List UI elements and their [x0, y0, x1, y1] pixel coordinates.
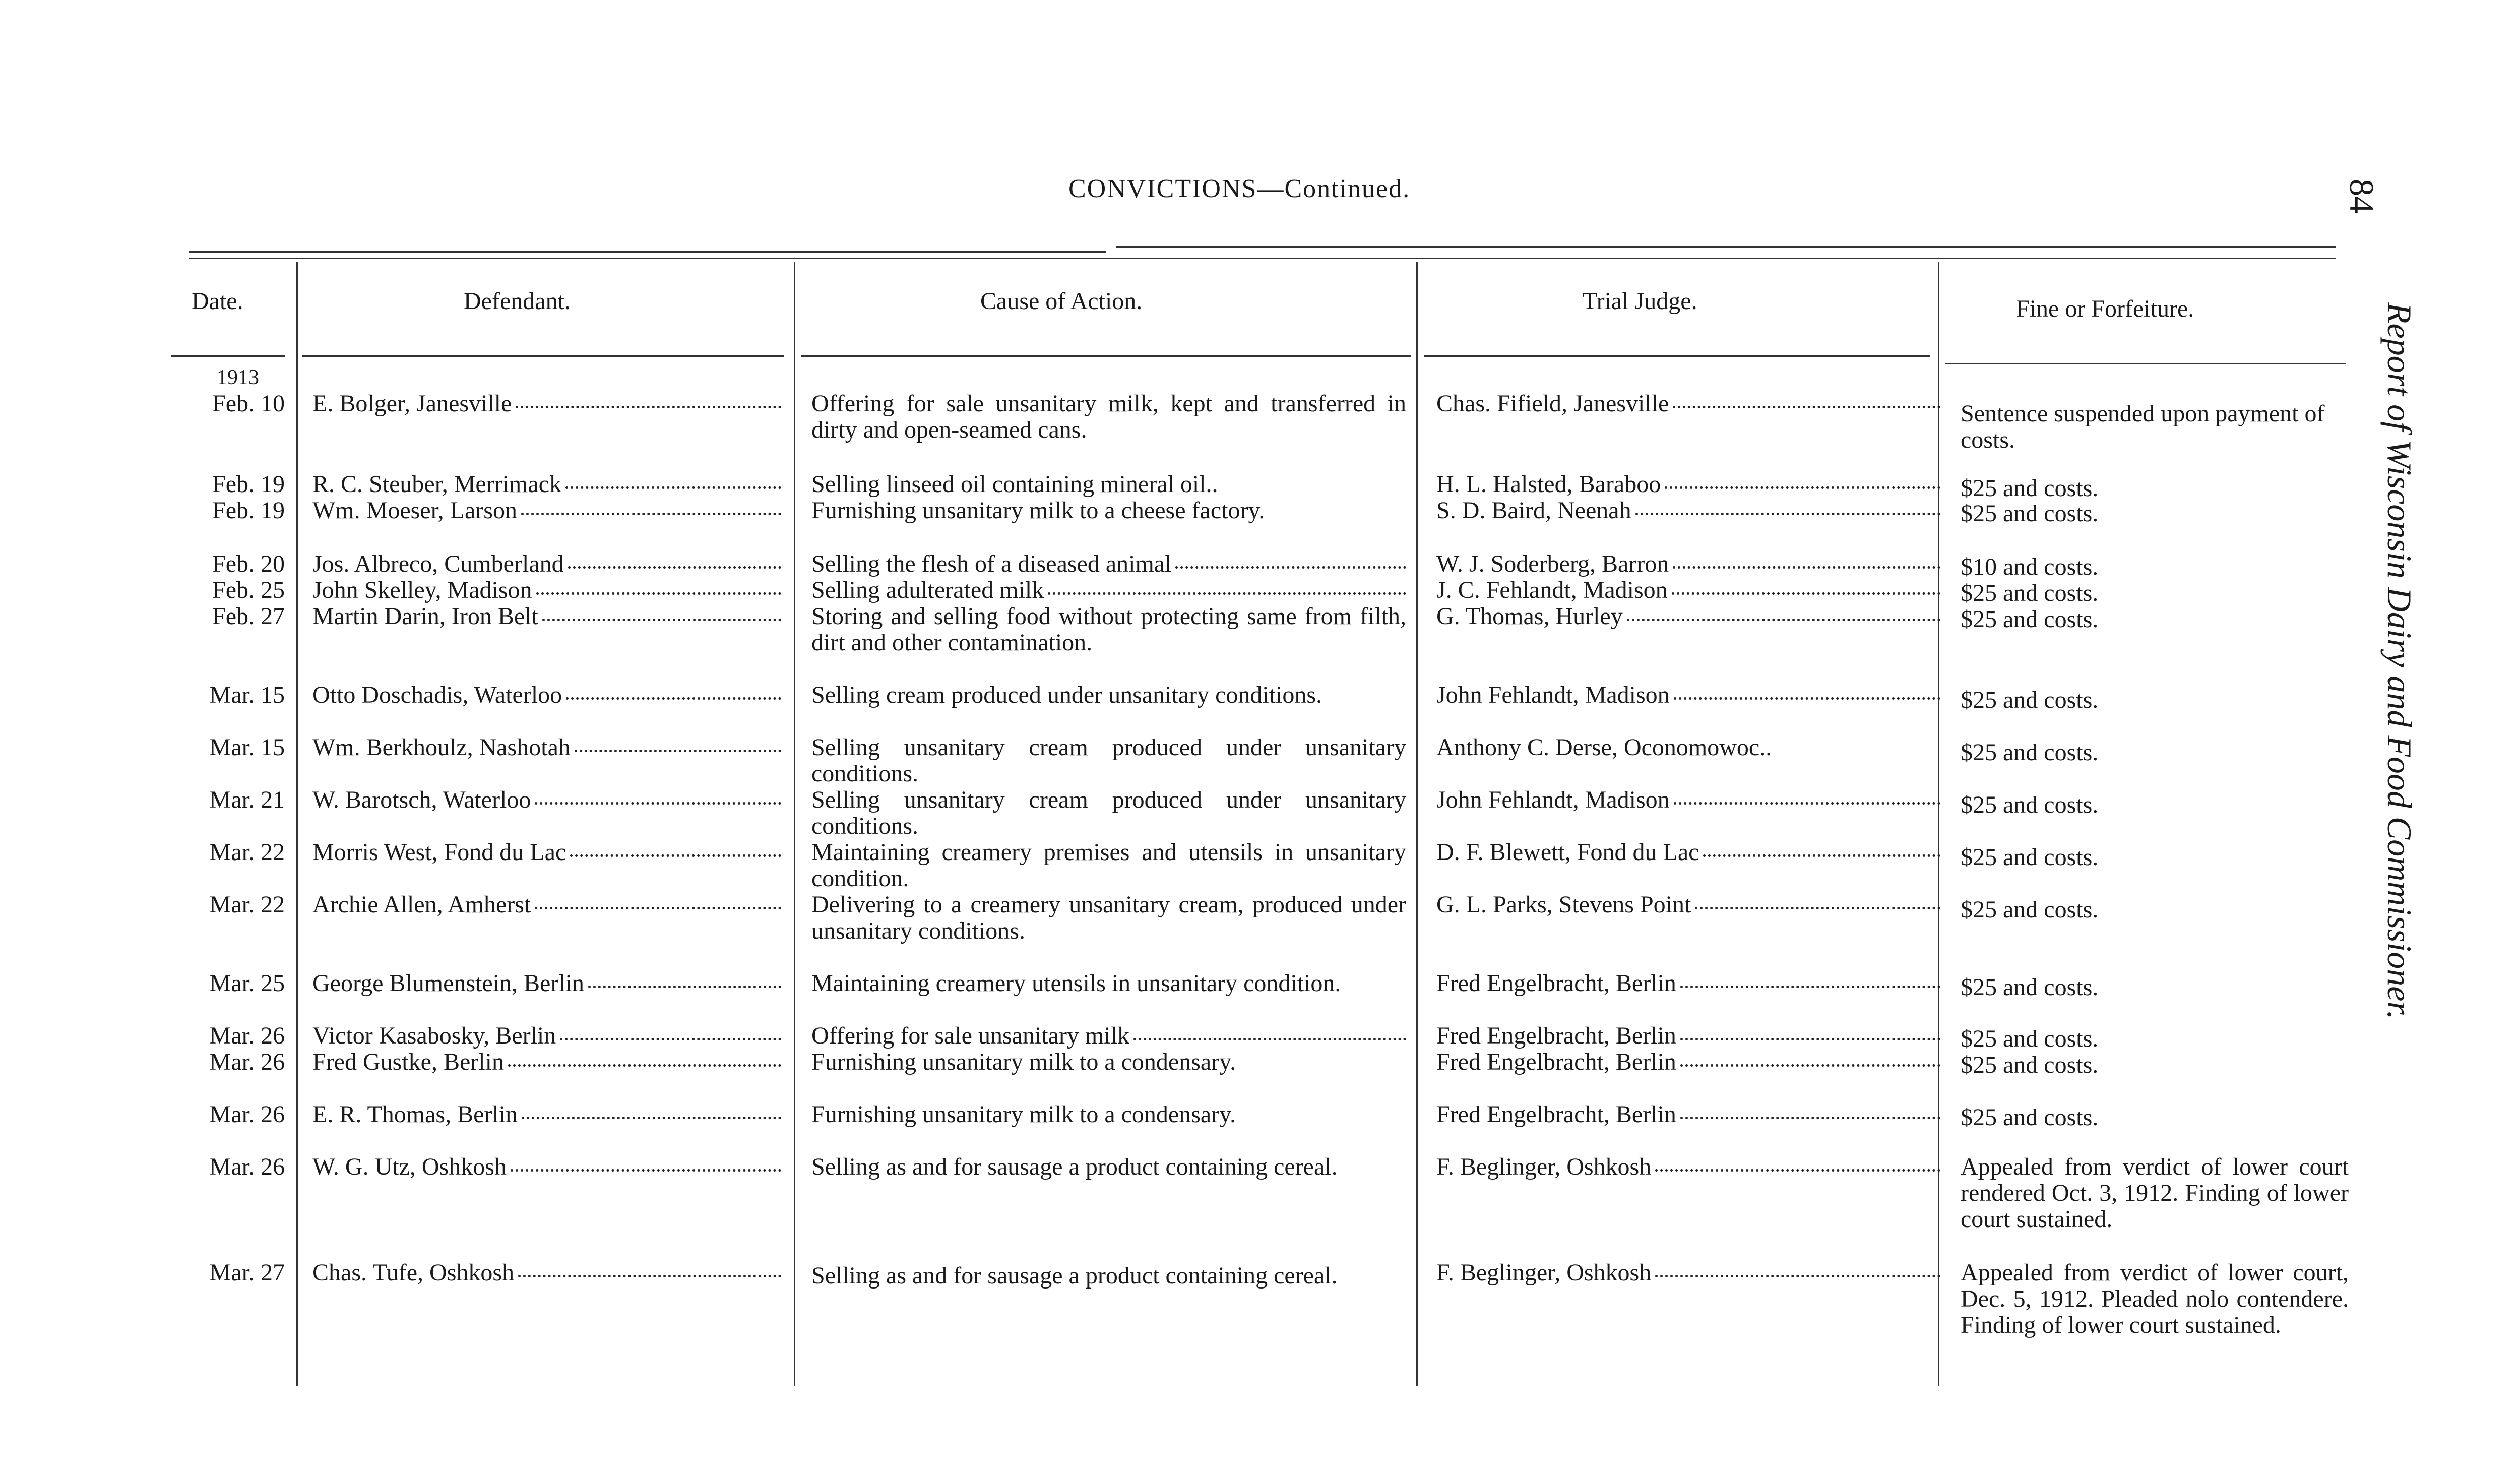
leader-dots: [1680, 986, 1940, 988]
leader-dots: [1680, 1038, 1940, 1040]
judge-cell: [1436, 603, 1940, 630]
judge-cell: [1436, 970, 1940, 997]
leader-dots: [535, 907, 781, 909]
defendant-text: E. Bolger, Janesville: [312, 390, 512, 417]
judge-cell: [1436, 577, 1940, 603]
leader-dots: [1655, 1275, 1940, 1277]
judge-cell: [1436, 892, 1940, 918]
defendant-header-rule: [302, 355, 784, 357]
fine-cell: $10 and costs.: [1961, 554, 2099, 580]
judge-cell: [1436, 471, 1940, 498]
top-rule-second: [189, 258, 2336, 259]
date-cell: Mar. 22: [209, 891, 285, 918]
judge-text: Fred Engelbracht, Berlin: [1436, 1022, 1676, 1049]
date-cell: Mar. 26: [209, 1022, 285, 1049]
leader-dots: [511, 1169, 781, 1172]
defendant-text: Martin Darin, Iron Belt: [312, 603, 538, 630]
date-cell: Feb. 19: [212, 471, 285, 498]
leader-dots: [1655, 1169, 1940, 1172]
cause-text: Selling the flesh of a diseased animal: [811, 550, 1172, 577]
judge-text: John Fehlandt, Madison: [1436, 682, 1670, 708]
page-number: 84: [2343, 179, 2381, 213]
leader-dots: [1133, 1038, 1406, 1040]
header-cause: Cause of Action.: [980, 288, 1143, 315]
leader-dots: [1703, 854, 1940, 857]
date-cell: Mar. 15: [209, 734, 285, 761]
date-cell: Mar. 22: [209, 839, 285, 866]
defendant-text: Victor Kasabosky, Berlin: [312, 1022, 556, 1049]
defendant-text: Archie Allen, Amherst: [312, 891, 531, 918]
judge-text: S. D. Baird, Neenah: [1436, 497, 1631, 524]
judge-cell: [1436, 498, 1940, 524]
leader-dots: [1635, 513, 1940, 515]
cause-cell: Storing and selling food without protecting same from filth, dirt and other contamination.: [811, 603, 1406, 656]
cause-text: Selling adulterated milk: [811, 577, 1044, 603]
defendant-cell: [312, 970, 781, 997]
column-divider: [1938, 262, 1939, 1386]
fine-cell: Sentence suspended upon payment of costs.: [1961, 400, 2325, 453]
judge-text: Fred Engelbracht, Berlin: [1436, 970, 1676, 997]
defendant-cell: [312, 787, 781, 813]
defendant-cell: [312, 734, 781, 761]
running-title: Report of Wisconsin Dairy and Food Commissioner.: [2380, 302, 2419, 1020]
cause-cell: Delivering to a creamery unsanitary cream, produced under unsanitary conditions.: [811, 891, 1406, 944]
defendant-text: W. Barotsch, Waterloo: [312, 786, 531, 813]
cause-cell: Furnishing unsanitary milk to a condensary.: [811, 1049, 1236, 1075]
defendant-cell: [312, 498, 781, 524]
judge-text: G. L. Parks, Stevens Point: [1436, 891, 1691, 918]
leader-dots: [1175, 566, 1406, 569]
judge-cell: [1436, 682, 1940, 708]
defendant-cell: [312, 603, 781, 630]
cause-cell: Selling cream produced under unsanitary conditions.: [811, 682, 1322, 708]
fine-cell: $25 and costs.: [1961, 974, 2099, 1001]
cause-cell: Offering for sale unsanitary milk, kept and transferred in dirty and open-seamed cans.: [811, 390, 1406, 443]
defendant-cell: [312, 1023, 781, 1049]
date-cell: Mar. 25: [209, 970, 285, 997]
judge-text: G. Thomas, Hurley: [1436, 603, 1623, 630]
defendant-cell: [312, 391, 781, 417]
column-divider: [296, 262, 298, 1386]
judge-cell: [1436, 1154, 1940, 1180]
leader-dots: [588, 986, 781, 988]
judge-cell: [1436, 839, 1940, 866]
header-judge: Trial Judge.: [1583, 288, 1697, 315]
leader-dots: [1680, 1117, 1940, 1119]
top-rule-right: [1116, 246, 2336, 248]
judge-text: H. L. Halsted, Baraboo: [1436, 471, 1661, 498]
defendant-cell: [312, 1101, 781, 1128]
leader-dots: [1048, 592, 1406, 595]
leader-dots: [1680, 1064, 1940, 1067]
page-title: CONVICTIONS—Continued.: [1068, 174, 1411, 203]
fine-cell: $25 and costs.: [1961, 687, 2099, 713]
fine-cell: $25 and costs.: [1961, 500, 2099, 527]
leader-dots: [535, 802, 781, 805]
fine-cell: $25 and costs.: [1961, 896, 2099, 923]
judge-text: J. C. Fehlandt, Madison: [1436, 577, 1668, 603]
judge-cell: [1436, 1101, 1940, 1128]
fine-cell: $25 and costs.: [1961, 606, 2099, 633]
judge-cell: [1436, 1049, 1940, 1075]
leader-dots: [1672, 592, 1940, 595]
leader-dots: [1695, 907, 1940, 909]
judge-cell: [1436, 1023, 1940, 1049]
defendant-text: Chas. Tufe, Oshkosh: [312, 1259, 515, 1286]
defendant-cell: [312, 1049, 781, 1075]
fine-cell: Appealed from verdict of lower court rendered Oct. 3, 1912. Finding of lower court sustained.: [1961, 1153, 2349, 1233]
leader-dots: [536, 592, 781, 595]
column-divider: [1416, 262, 1418, 1386]
leader-dots: [566, 697, 781, 700]
date-cell: Feb. 19: [212, 497, 285, 524]
column-divider: [794, 262, 795, 1386]
fine-cell: $25 and costs.: [1961, 1104, 2099, 1131]
fine-cell: $25 and costs.: [1961, 1052, 2099, 1078]
defendant-text: Fred Gustke, Berlin: [312, 1049, 504, 1075]
leader-dots: [570, 854, 781, 857]
cause-cell: [811, 1023, 1406, 1049]
defendant-text: Wm. Berkhoulz, Nashotah: [312, 734, 571, 761]
date-header-rule: [171, 355, 285, 357]
defendant-cell: [312, 577, 781, 603]
defendant-cell: [312, 682, 781, 708]
defendant-text: W. G. Utz, Oshkosh: [312, 1153, 507, 1180]
year-label: 1913: [217, 366, 259, 389]
judge-text: F. Beglinger, Oshkosh: [1436, 1259, 1652, 1286]
leader-dots: [521, 513, 781, 515]
defendant-text: Jos. Albreco, Cumberland: [312, 550, 564, 577]
leader-dots: [1673, 566, 1940, 569]
cause-header-rule: [801, 355, 1411, 357]
cause-cell: [811, 551, 1406, 577]
defendant-text: R. C. Steuber, Merrimack: [312, 471, 561, 498]
fine-cell: $25 and costs.: [1961, 844, 2099, 871]
date-cell: Mar. 26: [209, 1153, 285, 1180]
leader-dots: [560, 1038, 781, 1040]
leader-dots: [1673, 406, 1940, 408]
date-cell: Mar. 26: [209, 1101, 285, 1128]
fine-cell: Appealed from verdict of lower court, Dec. 5, 1912. Pleaded nolo contendere. Finding of lower court sustained.: [1961, 1259, 2349, 1338]
judge-header-rule: [1424, 355, 1930, 357]
date-cell: Feb. 20: [212, 550, 285, 577]
cause-cell: Furnishing unsanitary milk to a cheese factory.: [811, 497, 1265, 524]
cause-text: Offering for sale unsanitary milk: [811, 1022, 1129, 1049]
cause-cell: [811, 577, 1406, 603]
fine-cell: $25 and costs.: [1961, 791, 2099, 818]
defendant-text: John Skelley, Madison: [312, 577, 532, 603]
fine-header-rule: [1945, 363, 2346, 364]
leader-dots: [518, 1275, 781, 1277]
defendant-text: E. R. Thomas, Berlin: [312, 1101, 518, 1128]
judge-text: D. F. Blewett, Fond du Lac: [1436, 839, 1699, 866]
date-cell: Mar. 27: [209, 1259, 285, 1286]
defendant-cell: [312, 1260, 781, 1286]
cause-cell: Selling as and for sausage a product containing cereal.: [811, 1262, 1338, 1289]
defendant-text: Otto Doschadis, Waterloo: [312, 682, 562, 708]
defendant-text: George Blumenstein, Berlin: [312, 970, 585, 997]
date-cell: Mar. 26: [209, 1049, 285, 1075]
defendant-cell: [312, 892, 781, 918]
fine-cell: $25 and costs.: [1961, 475, 2099, 502]
judge-cell: Anthony C. Derse, Oconomowoc..: [1436, 734, 1772, 761]
date-cell: Mar. 15: [209, 682, 285, 708]
leader-dots: [565, 486, 781, 489]
fine-cell: $25 and costs.: [1961, 739, 2099, 766]
header-defendant: Defendant.: [464, 288, 571, 315]
defendant-text: Wm. Moeser, Larson: [312, 497, 517, 524]
judge-text: Fred Engelbracht, Berlin: [1436, 1049, 1676, 1075]
defendant-cell: [312, 1154, 781, 1180]
leader-dots: [1674, 802, 1940, 805]
defendant-cell: [312, 839, 781, 866]
cause-cell: Maintaining creamery utensils in unsanitary condition.: [811, 970, 1341, 997]
header-date: Date.: [192, 288, 243, 315]
judge-cell: [1436, 1260, 1940, 1286]
date-cell: Mar. 21: [209, 786, 285, 813]
date-cell: Feb. 25: [212, 577, 285, 603]
judge-text: F. Beglinger, Oshkosh: [1436, 1153, 1652, 1180]
date-cell: Feb. 27: [212, 603, 285, 630]
leader-dots: [568, 566, 781, 569]
leader-dots: [516, 406, 781, 408]
date-cell: Feb. 10: [212, 390, 285, 417]
cause-cell: Selling unsanitary cream produced under unsanitary conditions.: [811, 734, 1406, 787]
judge-cell: [1436, 787, 1940, 813]
cause-cell: Maintaining creamery premises and utensils in unsanitary condition.: [811, 839, 1406, 892]
fine-cell: $25 and costs.: [1961, 580, 2099, 606]
judge-text: Chas. Fifield, Janesville: [1436, 390, 1669, 417]
leader-dots: [522, 1117, 781, 1119]
leader-dots: [542, 619, 781, 621]
leader-dots: [1665, 486, 1940, 489]
leader-dots: [1627, 619, 1940, 621]
header-fine: Fine or Forfeiture.: [2016, 295, 2194, 322]
judge-text: Fred Engelbracht, Berlin: [1436, 1101, 1676, 1128]
fine-cell: $25 and costs.: [1961, 1025, 2099, 1052]
leader-dots: [1674, 697, 1940, 700]
leader-dots: [508, 1064, 781, 1067]
leader-dots: [575, 750, 781, 752]
defendant-text: Morris West, Fond du Lac: [312, 839, 566, 866]
judge-cell: [1436, 391, 1940, 417]
judge-text: John Fehlandt, Madison: [1436, 786, 1670, 813]
top-rule-left: [189, 251, 1106, 253]
cause-cell: Selling linseed oil containing mineral oil..: [811, 471, 1218, 498]
judge-cell: [1436, 551, 1940, 577]
defendant-cell: [312, 471, 781, 498]
cause-cell: Furnishing unsanitary milk to a condensary.: [811, 1101, 1236, 1128]
cause-cell: Selling as and for sausage a product containing cereal.: [811, 1153, 1338, 1180]
cause-cell: Selling unsanitary cream produced under unsanitary conditions.: [811, 786, 1406, 839]
defendant-cell: [312, 551, 781, 577]
judge-text: W. J. Soderberg, Barron: [1436, 550, 1669, 577]
